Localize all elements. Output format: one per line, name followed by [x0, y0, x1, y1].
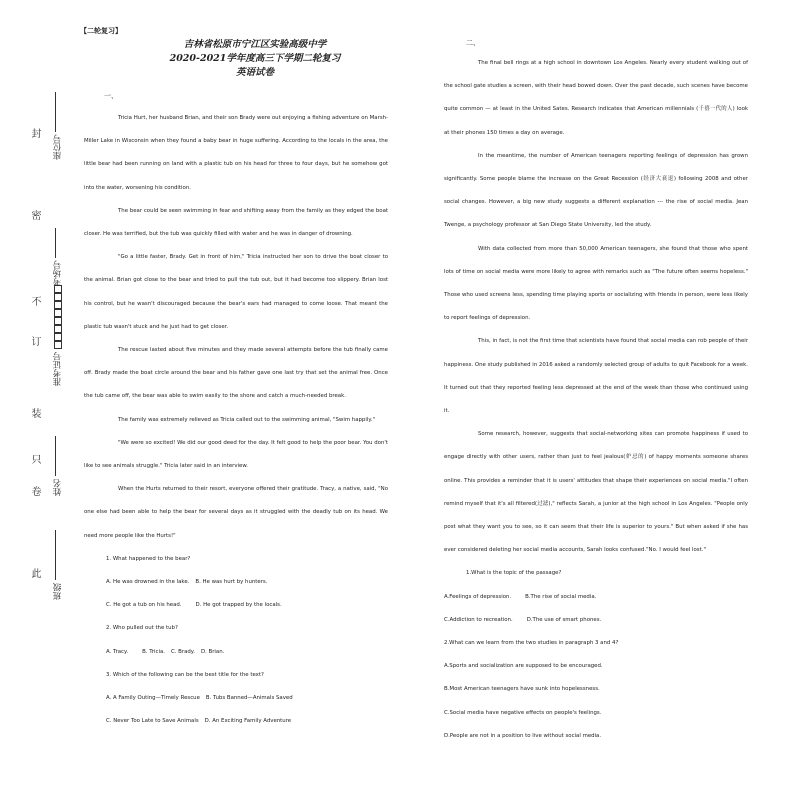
seat-label: 座位号	[53, 134, 63, 160]
seat-line[interactable]	[55, 92, 56, 132]
option-row[interactable]	[444, 725, 748, 748]
option[interactable]: B. Tricia.	[142, 648, 165, 655]
seal-char: 密	[29, 210, 40, 220]
option[interactable]: B. He was hurt by hunters.	[195, 579, 268, 586]
question-stem: 3. Which of the following can be the best title for the text?	[106, 671, 264, 678]
question-stem: 1. What happened to the bear?	[106, 555, 191, 562]
class-label: 班级	[53, 583, 63, 600]
option[interactable]: A. Tracy.	[106, 648, 129, 655]
option[interactable]: D. Brian.	[200, 648, 225, 655]
passage-2	[444, 39, 748, 748]
exam-header	[150, 38, 360, 80]
paragraph: This, in fact, is not the first time that scientists have found that social media can rob people of their happiness. One study published in 2016 asked a randomly selected group of adults to quit Facebook for a week. It turned out that they reported feeling less depressed at the end of the week than those who continued using it.	[444, 338, 748, 415]
option-row[interactable]	[84, 594, 388, 617]
name-field[interactable]	[52, 416, 76, 496]
option-row[interactable]	[444, 678, 748, 701]
option-row[interactable]	[84, 571, 388, 594]
option[interactable]: D.People are not in a position to live without social media.	[444, 732, 602, 739]
option-row[interactable]	[444, 655, 748, 678]
exam-id-label: 准考证号	[53, 352, 63, 386]
subject-title: 英语试卷	[235, 67, 274, 78]
question-block	[84, 548, 388, 734]
paragraph: The final bell rings at a high school in downtown Los Angeles. Nearly every student walking out of the school gate studies a screen, with their head bowed down. Over the past decade, such scenes have become quite common — at least in the United Sates. Research indicates that American millennials (千禧一代的人) look at their phones 150 times a day on average.	[444, 60, 748, 136]
option[interactable]: C.Addiction to recreation.	[444, 616, 513, 623]
section-number: 一、	[104, 92, 118, 100]
option[interactable]: A. He was drowned in the lake.	[106, 579, 190, 586]
paragraph: "Go a little faster, Brady. Get in front of him," Tricia instructed her son to drive the boat closer to the animal. Brian got close to the bear and tried to pull the tub out, but it had become too slippery. Brian lost his control, but he wasn't discouraged because the bear's ears had managed to come loose. That meant the plastic tub wasn't stuck and he just had to get closer.	[84, 254, 388, 330]
paragraph: The rescue lasted about five minutes and they made several attempts before the tub finally came off. Brady made the boat circle around the bear and his father gave one last try that set the animal free. Once the tub came off, the bear was able to swim easily to the shore and catch a much-needed break.	[84, 347, 388, 400]
class-field[interactable]	[52, 510, 76, 600]
option[interactable]: C. Never Too Late to Save Animals	[106, 718, 199, 725]
seal-char: 封	[29, 128, 40, 138]
option[interactable]: A.Feelings of depression.	[444, 593, 512, 600]
option[interactable]: B.Most American teenagers have sunk into hopelessness.	[444, 686, 600, 693]
seal-char: 不	[29, 296, 40, 306]
review-tag: 【二轮复习】	[80, 26, 122, 35]
name-label: 姓名	[53, 479, 63, 496]
option[interactable]: D. He got trapped by the locals.	[195, 602, 282, 609]
exam-room-line[interactable]	[55, 228, 56, 258]
passage-1	[84, 92, 388, 733]
binding-strip	[28, 40, 88, 760]
paragraph: "We were so excited! We did our good deed for the day. It felt good to help the poor bear. You don't like to see animals struggle." Tricia later said in an interview.	[84, 439, 388, 470]
option[interactable]: B.The rise of social media.	[525, 593, 597, 600]
paragraph: With data collected from more than 50,000 American teenagers, she found that those who spent lots of time on social media were more likely to agree with remarks such as "The future often seems hopeless." Those who used screens less, spending time playing sports or socializing with friends in person, were less likely to report feelings of depression.	[444, 245, 748, 322]
class-line[interactable]	[55, 530, 56, 580]
question-stem: 1.What is the topic of the passage?	[466, 570, 562, 577]
exam-id-field[interactable]	[52, 296, 76, 386]
paragraph: Some research, however, suggests that social-networking sites can promote happiness if used to engage directly with other users, rather than just to feel jealous(妒忌的) of happy moments someone shares online. This provides a reminder that it is users' attitudes that shape their experiences on social media."I often remind myself that it's all filtered(过滤)," reflects Sarah, a junior at the high school in Los Angeles. "People only post what they want you to see, so it can seem that their life is superior to yours." But when asked if she has ever considered deleting her social media accounts, Sarah looks confused."No. I would feel lost."	[444, 431, 748, 554]
option-row[interactable]	[444, 702, 748, 725]
paragraph: In the meantime, the number of American teenagers reporting feelings of depression has grown significantly. Some people blame the increase on the Great Recession (经济大衰退) following 2008 and other social changes. However, a big new study suggests a different explanation --- the rise of social media. Jean Twenge, a psychology professor at San Diego State University, led the study.	[444, 152, 748, 229]
seal-char: 装	[29, 408, 40, 418]
exam-room-label: 考场号	[53, 260, 63, 286]
question-block	[444, 562, 748, 748]
option-row[interactable]	[444, 609, 748, 632]
paragraph: Tricia Hurt, her husband Brian, and their son Brady were out enjoying a fishing adventure on Marsh-Miller Lake in Wisconsin when they found a baby bear in huge suffering. According to the locals in the area, the little bear had been running on land with a plastic tub on his head for three to four days, but he somehow got into the water, worsening his condition.	[84, 115, 388, 191]
seat-field[interactable]	[52, 80, 76, 160]
exam-room-field[interactable]	[52, 220, 76, 286]
option[interactable]: A.Sports and socialization are supposed to be encouraged.	[444, 663, 603, 670]
option[interactable]: D.The use of smart phones.	[526, 616, 602, 623]
exam-id-boxes[interactable]	[53, 285, 63, 349]
name-line[interactable]	[55, 436, 56, 476]
seal-char: 订	[29, 336, 40, 346]
paragraph: When the Hurts returned to their resort, everyone offered their gratitude. Tracy, a native, said, "No one else had been able to help the bear for several days as it struggled with the deadly tub on its head. We need more people like the Hurts!"	[84, 486, 388, 539]
seal-char: 只	[29, 454, 40, 464]
question-stem: 2.What can we learn from the two studies in paragraph 3 and 4?	[444, 640, 619, 647]
option-row[interactable]	[84, 641, 388, 664]
option-row[interactable]	[84, 687, 388, 710]
option[interactable]: D. An Exciting Family Adventure	[204, 718, 292, 725]
option[interactable]: C. He got a tub on his head.	[106, 602, 182, 609]
option-row[interactable]	[444, 586, 748, 609]
question-stem: 2. Who pulled out the tub?	[106, 625, 178, 632]
option[interactable]: B. Tubs Banned—Animals Saved	[205, 695, 293, 702]
seal-char: 卷	[29, 486, 40, 496]
option[interactable]: C.Social media have negative effects on people's feelings.	[444, 709, 602, 716]
section-number: 二、	[466, 39, 480, 47]
paragraph: The family was extremely relieved as Tricia called out to the swimming animal, "Swim happily."	[118, 416, 375, 423]
seal-char: 此	[29, 568, 40, 578]
paragraph: The bear could be seen swimming in fear and shifting away from the family as they edged the boat closer. He was terrified, but the tub was quickly filled with water and he was in danger of drowning.	[84, 207, 388, 238]
option-row[interactable]	[84, 710, 388, 733]
option[interactable]: A. A Family Outing—Timely Rescue	[106, 695, 200, 702]
term-title: 2020-2021学年度高三下学期二轮复习	[169, 53, 341, 64]
school-name: 吉林省松原市宁江区实验高级中学	[183, 39, 327, 50]
option[interactable]: C. Brady.	[170, 648, 195, 655]
